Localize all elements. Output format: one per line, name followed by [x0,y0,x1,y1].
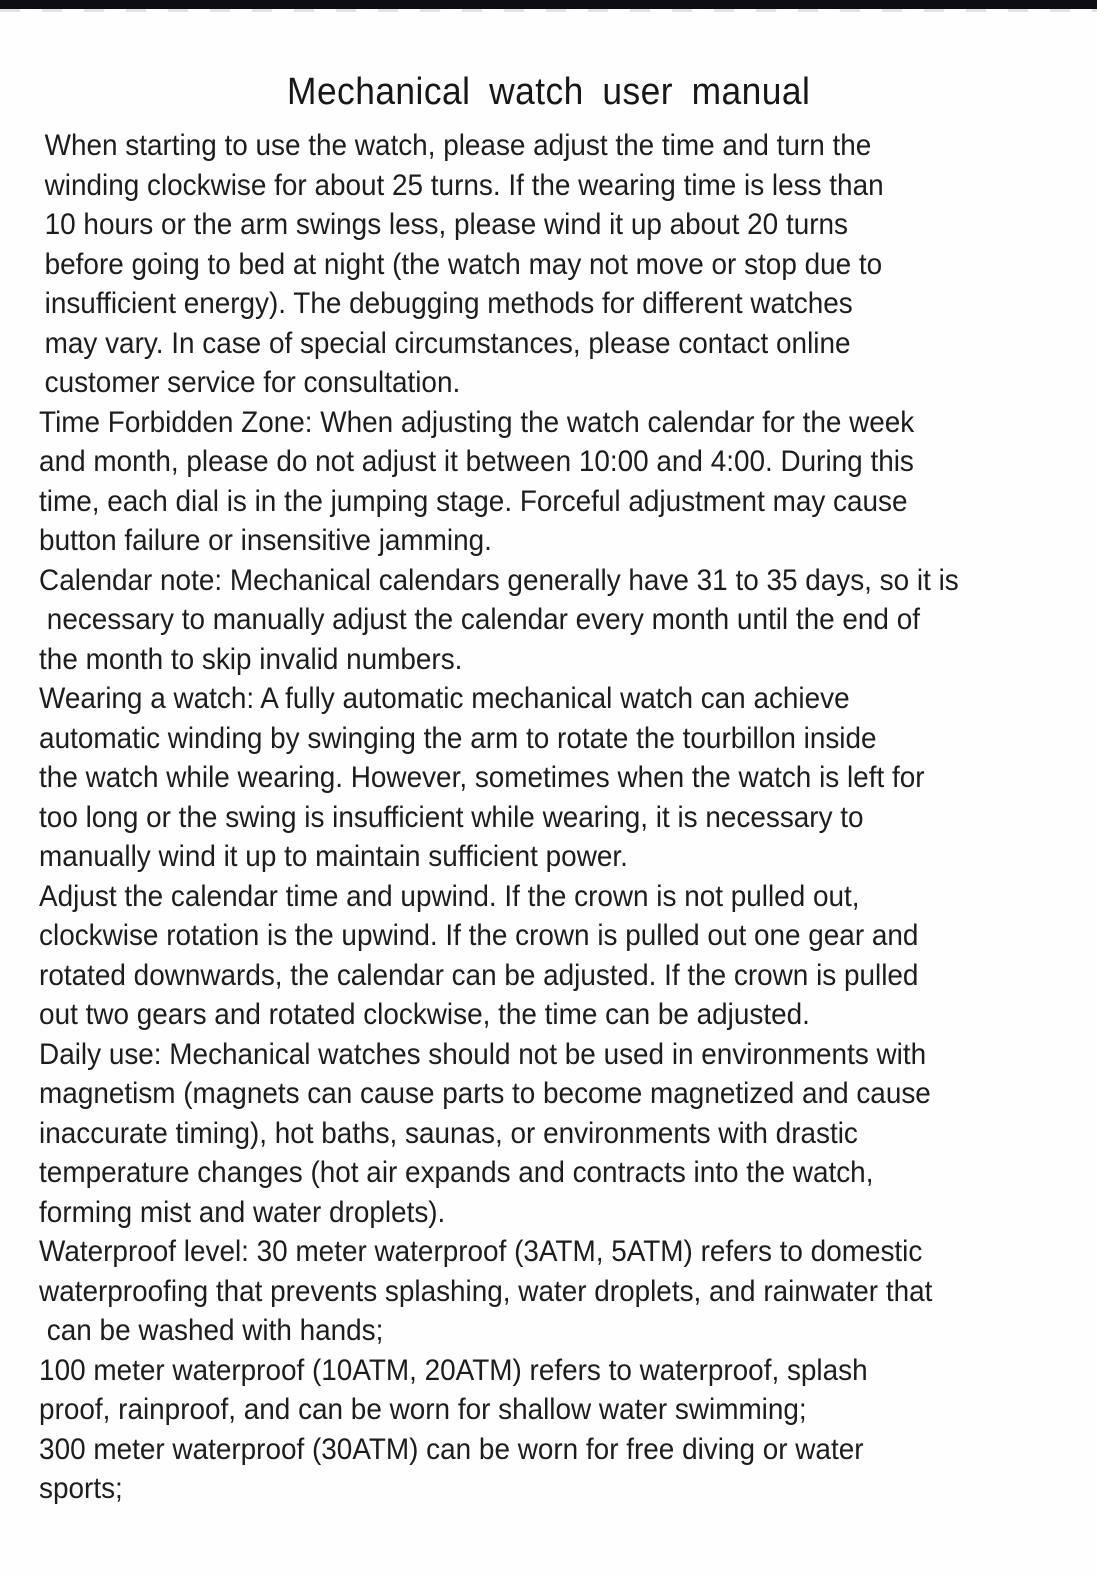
scan-edge-dashes [0,9,1097,12]
text-line: Daily use: Mechanical watches should not be used in environments with [39,1037,927,1071]
text-line: inaccurate timing), hot baths, saunas, or environments with drastic [39,1116,858,1150]
text-line: Wearing a watch: A fully automatic mechanical watch can achieve [39,682,850,715]
text-line: proof, rainproof, and can be worn for shallow water swimming; [39,1393,807,1426]
manual-page [0,70,1097,1509]
text-line: insufficient energy). The debugging methods for different watches [44,287,853,320]
paragraph [39,126,1058,403]
text-line: customer service for consultation. [44,366,461,399]
text-line: waterproofing that prevents splashing, water droplets, and rainwater that [39,1274,933,1308]
paragraph [39,1430,1058,1509]
text-line: time, each dial is in the jumping stage. Forceful adjustment may cause [39,484,908,518]
text-line: Time Forbidden Zone: When adjusting the watch calendar for the week [39,405,915,439]
text-line: Adjust the calendar time and upwind. If the crown is not pulled out, [39,879,860,913]
text-line: out two gears and rotated clockwise, the time can be adjusted. [39,998,810,1031]
text-line: forming mist and water droplets). [39,1195,446,1229]
manual-body [39,126,1058,1509]
text-line: manually wind it up to maintain sufficient power. [39,840,628,873]
text-line: 100 meter waterproof (10ATM, 20ATM) refers to waterproof, splash [39,1353,868,1387]
text-line: button failure or insensitive jamming. [39,524,492,557]
text-line: may vary. In case of special circumstances, please contact online [44,326,851,360]
paragraph [39,1035,1058,1233]
paragraph [39,877,1058,1035]
text-line: When starting to use the watch, please adjust the time and turn the [44,129,872,162]
text-line: Waterproof level: 30 meter waterproof (3ATM, 5ATM) refers to domestic [39,1235,923,1268]
text-line: the watch while wearing. However, sometimes when the watch is left for [39,761,925,794]
text-line: temperature changes (hot air expands and contracts into the watch, [39,1156,874,1189]
text-line: and month, please do not adjust it between 10:00 and 4:00. During this [39,445,914,478]
text-line: too long or the swing is insufficient while wearing, it is necessary to [39,800,864,834]
text-line: magnetism (magnets can cause parts to become magnetized and cause [39,1077,931,1110]
scan-edge-artifact [0,0,1097,9]
text-line: clockwise rotation is the upwind. If the crown is pulled out one gear and [39,919,919,952]
text-line: rotated downwards, the calendar can be adjusted. If the crown is pulled [39,958,919,992]
page-title: Mechanical watch user manual [287,71,811,113]
text-line: sports; [39,1472,123,1505]
paragraph [39,1232,1058,1351]
text-line: automatic winding by swinging the arm to rotate the tourbillon inside [39,721,877,755]
text-line: Calendar note: Mechanical calendars generally have 31 to 35 days, so it is [39,563,959,597]
paragraph [39,1351,1058,1430]
text-line: can be washed with hands; [39,1314,384,1347]
text-line: 10 hours or the arm swings less, please wind it up about 20 turns [44,208,848,241]
paragraph [39,403,1058,561]
text-line: the month to skip invalid numbers. [39,642,463,676]
text-line: winding clockwise for about 25 turns. If the wearing time is less than [44,168,884,202]
text-line: necessary to manually adjust the calendar every month until the end of [39,603,920,636]
text-line: before going to bed at night (the watch may not move or stop due to [44,247,883,281]
paragraph [39,679,1058,877]
text-line: 300 meter waterproof (30ATM) can be worn for free diving or water [39,1432,864,1466]
paragraph [39,561,1058,680]
